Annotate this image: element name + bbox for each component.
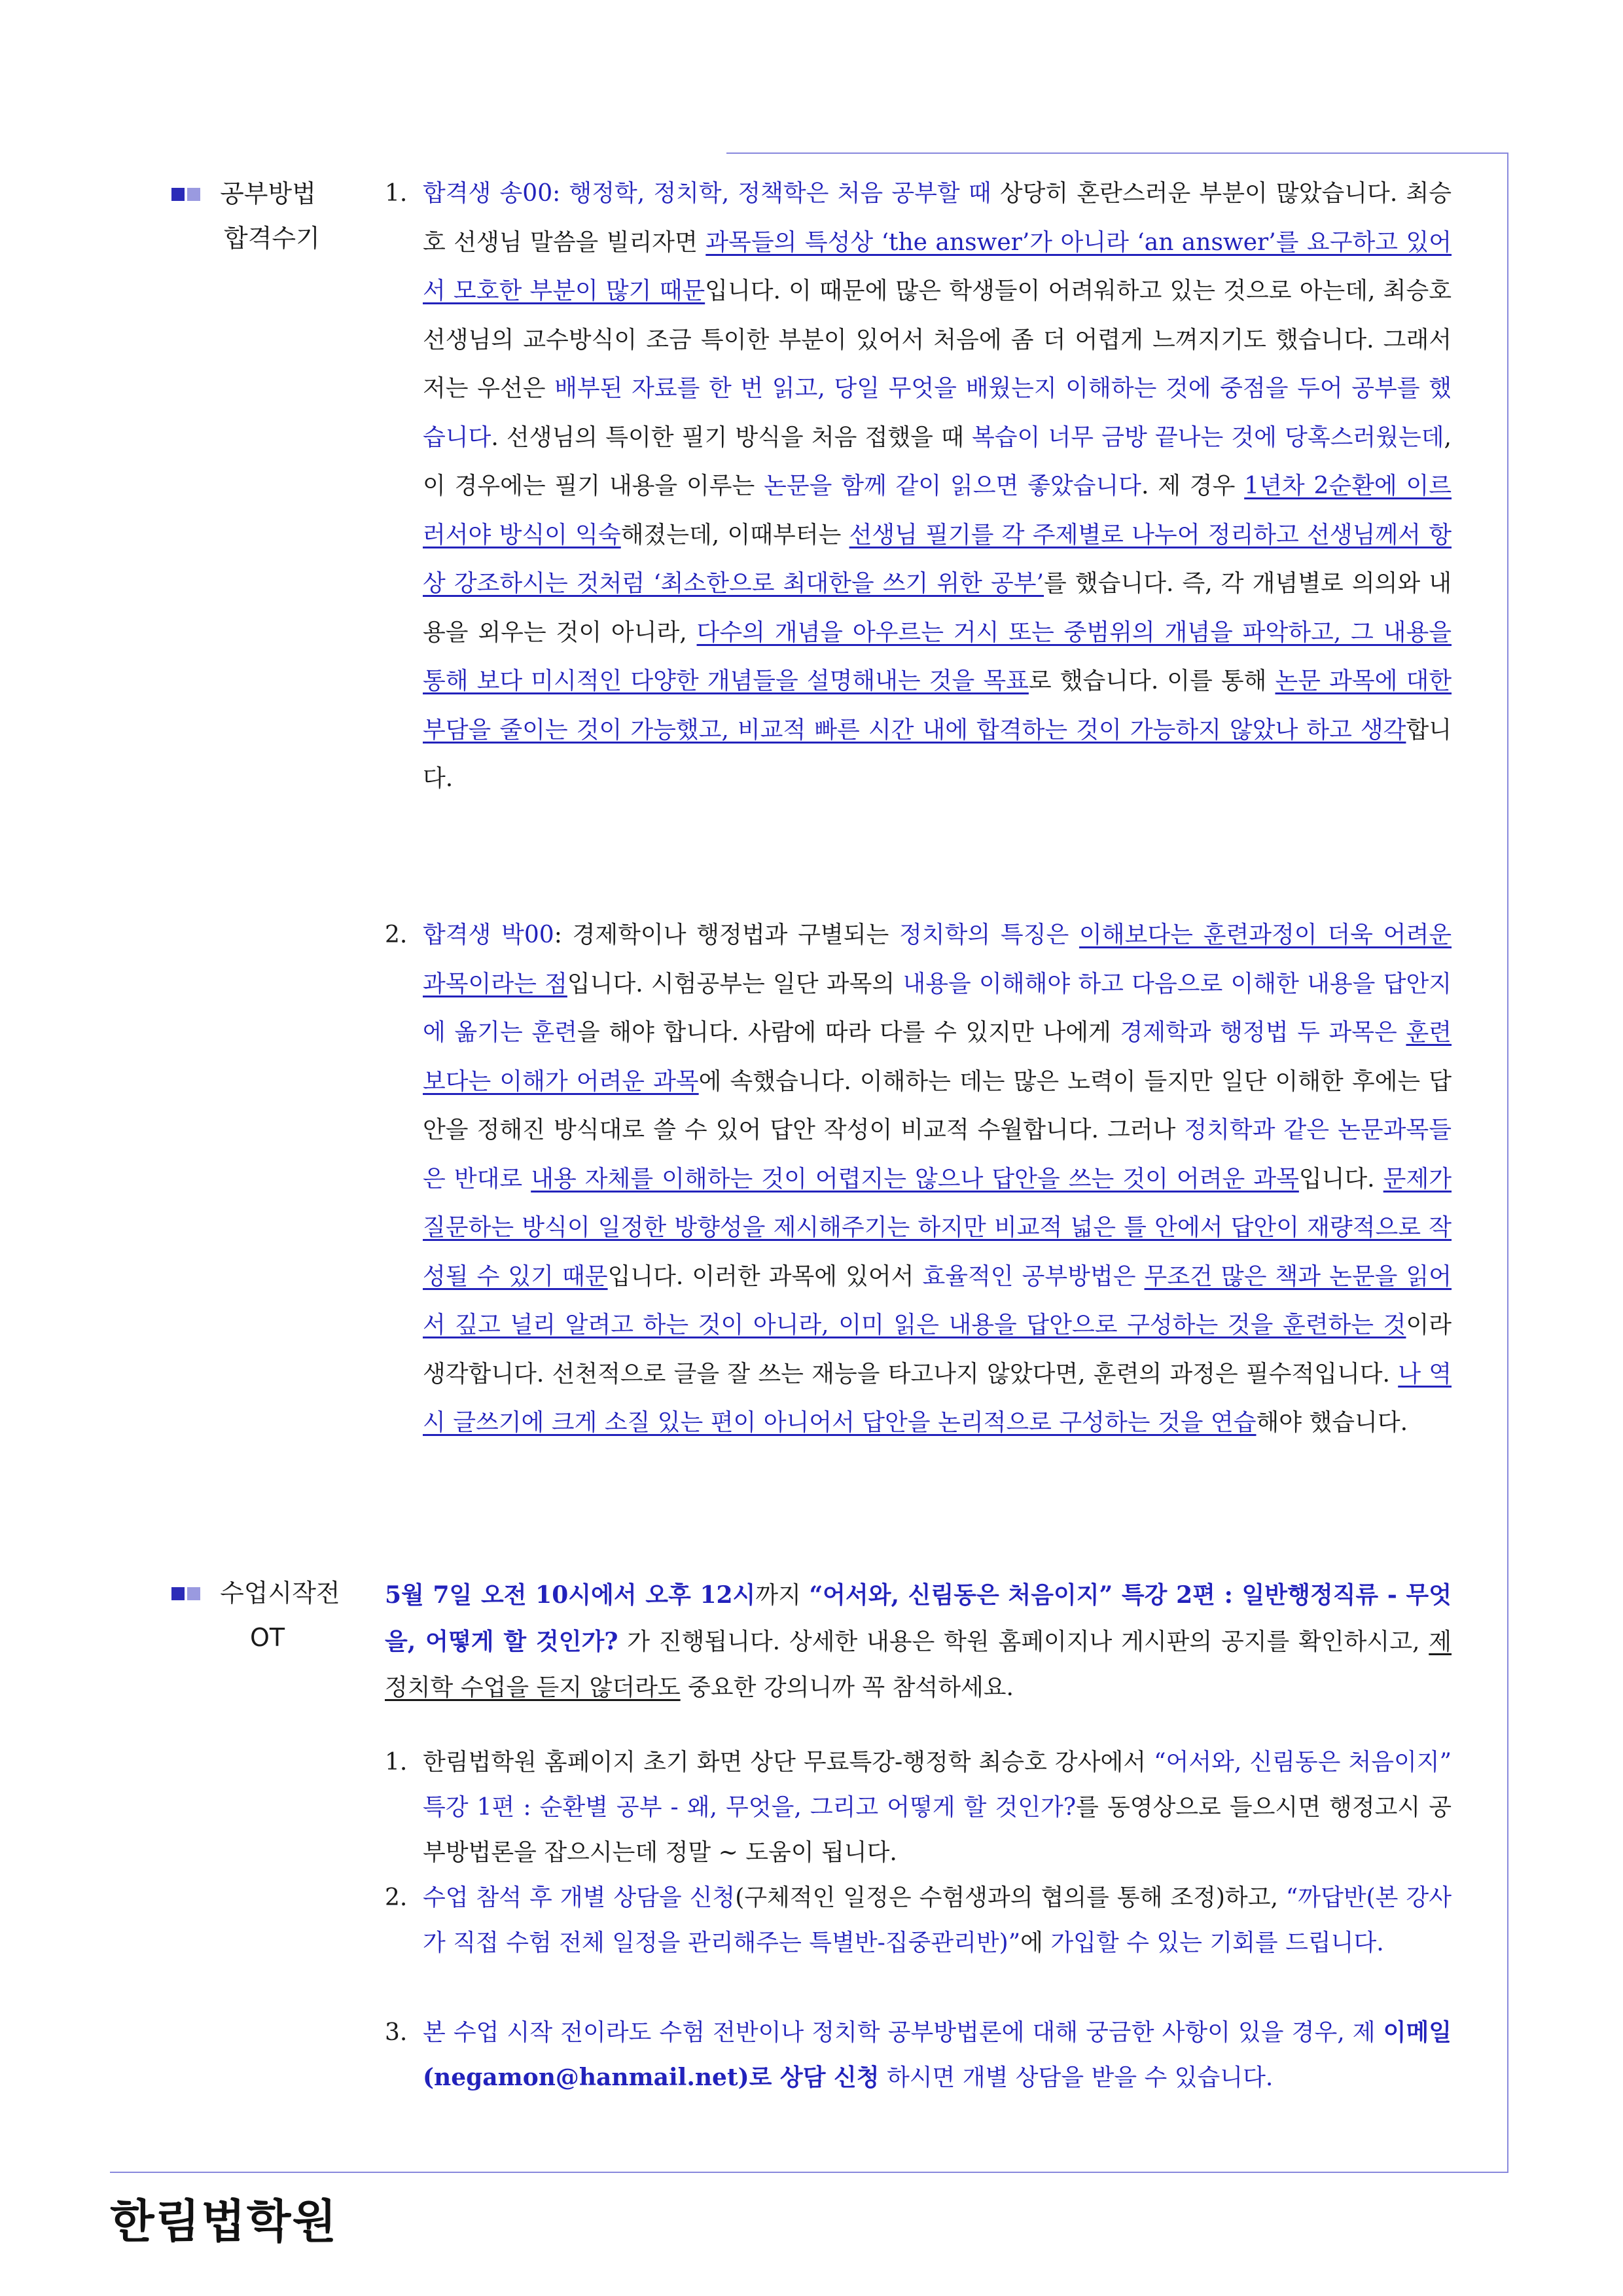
text-run: 논문 과목에 대한 부담을 줄이는 것이 가능했고, 비교적 빠른 시간 내에 합격하는 것이 가능하지 않았나 하고 생각 <box>423 668 1452 744</box>
text-run: 가입할 수 있는 기회를 드립니다. <box>1050 1929 1384 1956</box>
section-heading-line1: 수업시작전 <box>220 1579 340 1607</box>
text-run: 5월 7일 오전 10시에서 오후 12시 <box>385 1581 756 1609</box>
text-run: 가 진행됩니다. 상세한 내용은 학원 홈페이지나 게시판의 공지를 확인하시고, <box>618 1628 1429 1655</box>
text-run: 다수의 개념을 아우르는 거시 또는 중범위의 개념을 파악하고, 그 내용을 통해 보다 미시적인 다양한 개념들을 설명해내는 것을 목표 <box>423 619 1452 694</box>
text-run: 효율적인 공부방법은 <box>922 1263 1145 1290</box>
text-run: 논문을 함께 같이 읽으면 좋았습니다 <box>764 473 1141 499</box>
item-text <box>423 2010 1452 2100</box>
text-run: 합격생 박00 <box>423 922 554 948</box>
text-run: 이라 생각합니다. 선천적으로 글을 잘 쓰는 재능을 타고나지 않았다면, 훈련의 과정은 필수적입니다. <box>423 1312 1452 1388</box>
frame-bottom-line <box>110 2172 1508 2173</box>
item-text <box>423 1875 1452 1965</box>
text-run: 문제가 질문하는 방식이 일정한 방향성을 제시해주기는 하지만 비교적 넓은 틀 안에서 답안이 재량적으로 작성될 수 있기 때문 <box>423 1165 1452 1290</box>
text-run: 하시면 개별 상담을 받을 수 있습니다. <box>879 2064 1274 2091</box>
ot-intro <box>385 1572 1452 1711</box>
text-run: 경제학과 행정법 두 과목은 <box>1120 1019 1406 1046</box>
text-run: 중요한 강의니까 꼭 참석하세요. <box>680 1674 1014 1701</box>
text-run: 무조건 많은 책과 논문을 읽어서 깊고 널리 알려고 하는 것이 아니라, 이미 읽은 내용을 답안으로 구성하는 것을 훈련하는 것 <box>423 1263 1452 1338</box>
text-run: 정치학의 특징은 <box>899 922 1080 948</box>
item-text <box>423 1740 1452 1875</box>
text-run: 수업 참석 후 개별 상담을 신청 <box>423 1884 736 1911</box>
text-run: : 경제학이나 행정법과 구별되는 <box>554 922 900 948</box>
section-heading-line2: OT <box>250 1623 285 1652</box>
frame-right-line <box>1507 152 1508 2172</box>
bullet-square-icon <box>171 188 185 201</box>
text-run: 과목들의 특성상 ‘the answer’가 아니라 ‘an answer’를 요구하고 있어서 모호한 부분이 많기 때문 <box>423 228 1452 304</box>
text-run: 를 동영상으로 들으시면 행정고시 공부방법론을 잡으시는데 정말 ~ 도움이 됩니다. <box>423 1794 1452 1866</box>
academy-logo: 한림법학원 <box>110 2195 338 2248</box>
item-number: 3. <box>385 2019 408 2046</box>
text-run: 1년차 2순환에 이르러서야 방식이 익숙 <box>423 473 1452 548</box>
text-run: . 제 경우 <box>1141 473 1245 499</box>
text-run: , 이 경우에는 필기 내용을 이루는 <box>423 423 1452 499</box>
text-run: 본 수업 시작 전이라도 수험 전반이나 정치학 공부방법론에 대해 궁금한 사항이 있을 경우, 제 <box>423 2019 1383 2046</box>
text-run: 배부된 자료를 한 번 읽고, 당일 무엇을 배웠는지 이해하는 것에 중점을 두어 공부를 했습니다 <box>423 375 1452 451</box>
item-number: 2. <box>385 922 408 948</box>
item-number: 1. <box>385 180 408 207</box>
text-run: 선생님 필기를 각 주제별로 나누어 정리하고 선생님께서 항상 강조하시는 것처럼 ‘최소한으로 최대한을 쓰기 위한 공부’ <box>423 521 1452 597</box>
text-run: 상당히 혼란스러운 부분이 많았습니다. 최승호 선생님 말씀을 빌리자면 <box>423 180 1452 256</box>
item-text <box>423 170 1452 804</box>
text-run: 까지 <box>755 1582 810 1609</box>
study-item-2 <box>385 911 1452 1448</box>
text-run: 해졌는데, 이때부터는 <box>620 521 849 548</box>
section-heading-ot <box>171 1571 340 1660</box>
bullet-square-icon <box>187 1587 200 1600</box>
study-item-1 <box>385 170 1452 804</box>
text-run: 에 <box>1020 1929 1051 1956</box>
item-number: 1. <box>385 1749 408 1776</box>
text-run: “까답반(본 강사가 직접 수험 전체 일정을 관리해주는 특별반-집중관리반)” <box>423 1884 1452 1956</box>
text-run: 훈련보다는 이해가 어려운 과목 <box>423 1019 1452 1095</box>
text-run: 입니다. 시험공부는 일단 과목의 <box>567 970 903 997</box>
ot-item-1 <box>385 1740 1452 1875</box>
text-run: 에 속했습니다. 이해하는 데는 많은 노력이 들지만 일단 이해한 후에는 답안을 정해진 방식대로 쓸 수 있어 답안 작성이 비교적 수월합니다. 그러나 <box>423 1067 1452 1143</box>
text-run: 내용을 이해해야 하고 다음으로 이해한 내용을 답안지에 옮기는 훈련 <box>423 970 1452 1046</box>
bullet-square-icon <box>171 1587 185 1600</box>
text-run: 을 해야 합니다. 사람에 따라 다를 수 있지만 나에게 <box>577 1019 1120 1046</box>
text-run: 입니다. 이 때문에 많은 학생들이 어려워하고 있는 것으로 아는데, 최승호 선생님의 교수방식이 조금 특이한 부분이 있어서 처음에 좀 더 어렵게 느껴지기도 했습니다. 그래서 저는 우선은 <box>423 278 1452 402</box>
text-run: 입니다. <box>1298 1165 1383 1193</box>
text-run: 복습이 너무 금방 끝나는 것에 당혹스러웠는데 <box>972 423 1444 451</box>
ot-item-2 <box>385 1875 1452 1965</box>
text-run: “어서와, 신림동은 처음이지” 특강 2편 : 일반행정직류 - 무엇을, 어떻게 할 것인가? <box>385 1581 1452 1655</box>
text-run: 이해보다는 훈련과정이 더욱 어려운 과목이라는 점 <box>423 922 1452 997</box>
text-run: . 선생님의 특이한 필기 방식을 처음 접했을 때 <box>491 423 972 451</box>
item-text <box>423 911 1452 1448</box>
text-run: 나 역시 글쓰기에 크게 소질 있는 편이 아니어서 답안을 논리적으로 구성하는 것을 연습 <box>423 1360 1452 1436</box>
text-run: 로 했습니다. 이를 통해 <box>1028 668 1275 694</box>
frame-top-line <box>726 152 1508 154</box>
text-run: (구체적인 일정은 수험생과의 협의를 통해 조정)하고, <box>735 1884 1286 1911</box>
bullet-square-icon <box>187 188 200 201</box>
text-run: 입니다. 이러한 과목에 있어서 <box>607 1263 923 1290</box>
text-run: “어서와, 신림동은 처음이지” 특강 1편 : 순환별 공부 - 왜, 무엇을, 그리고 어떻게 할 것인가? <box>423 1749 1452 1821</box>
text-run: 내용 자체를 이해하는 것이 어렵지는 않으나 답안을 쓰는 것이 어려운 과목 <box>531 1165 1299 1193</box>
text-run: 해야 했습니다. <box>1256 1409 1408 1436</box>
text-run: 이메일(negamon@hanmail.net)로 상담 신청 <box>423 2018 1452 2091</box>
text-run: 정치학과 같은 논문과목들은 반대로 <box>423 1117 1452 1193</box>
item-number: 2. <box>385 1884 408 1911</box>
text-run: 제 정치학 수업을 듣지 않더라도 <box>385 1628 1452 1701</box>
text-run: 합격생 송00: 행정학, 정치학, 정책학은 처음 공부할 때 <box>423 180 991 207</box>
ot-item-3 <box>385 2010 1452 2100</box>
section-heading-line1: 공부방법 <box>220 179 316 208</box>
section-heading-line2: 합격수기 <box>224 224 320 253</box>
section-heading-study <box>171 171 320 260</box>
text-run: 합니다. <box>423 716 1452 792</box>
text-run: 한림법학원 홈페이지 초기 화면 상단 무료특강-행정학 최승호 강사에서 <box>423 1749 1154 1776</box>
text-run: 를 했습니다. 즉, 각 개념별로 의의와 내용을 외우는 것이 아니라, <box>423 570 1452 646</box>
